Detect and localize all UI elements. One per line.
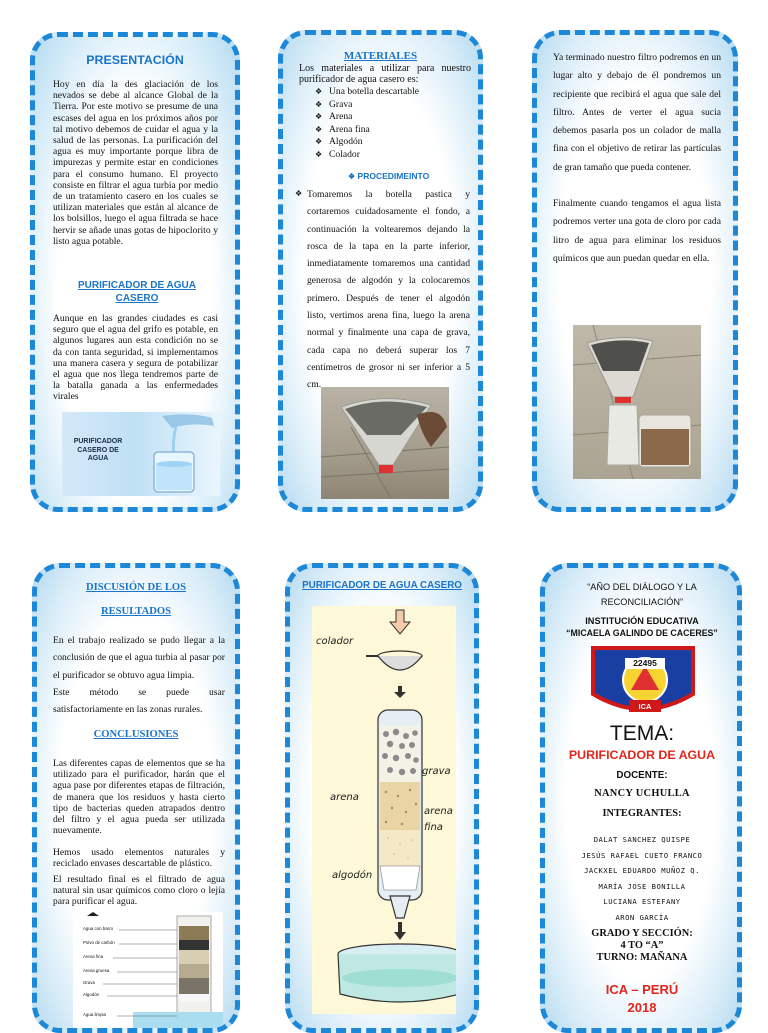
diagram-label: Arena gruesa	[83, 968, 110, 973]
list-item: JACKXEL EDUARDO MUÑOZ Q.	[584, 866, 700, 876]
panel-cover	[540, 563, 742, 1033]
diamond-bullet-icon: ❖	[348, 172, 356, 181]
list-item: ❖ Algodón	[313, 136, 463, 149]
purifier-body: Aunque en las grandes ciudades es casi seguro que el agua del grifo es potable, en algunos lugares aun esta condición no se da con tanta seguridad, si implementamos una manera casera y segura de potabilizar el agua que nos llega tendremos parte de la batalla ganada a las enfermedades virales	[53, 313, 218, 403]
members-label: INTEGRANTES:	[602, 808, 682, 819]
panel-discussion	[32, 563, 240, 1033]
year: 2018	[627, 1000, 657, 1015]
diagram-label: Grava	[83, 980, 95, 985]
procedure-title-text: PROCEDIMEINTO	[357, 171, 430, 181]
location: ICA – PERÚ	[605, 982, 679, 997]
school-crest	[587, 646, 699, 720]
cotton-label: algodón	[332, 870, 373, 881]
purifier-image-caption: PURIFICADOR CASERO DE AGUA	[73, 438, 123, 462]
bottle-filter-icon	[321, 387, 449, 499]
conclusion-paragraph-2: Hemos usado elementos naturales y reciclado envases descartable de plástico.	[53, 847, 225, 870]
teacher-label: DOCENTE:	[616, 770, 668, 781]
gravel-label: grava	[422, 766, 451, 777]
discussion-paragraph-2: Este método se puede usar satisfactoriamente en las zonas rurales.	[53, 687, 225, 716]
list-item: DALAT SANCHEZ QUISPE	[593, 835, 691, 844]
materials-intro: Los materiales a utilizar para nuestro purificador de agua casero es:	[299, 63, 471, 86]
purifier-diagram	[312, 606, 456, 1014]
discussion-title-line-2: RESULTADOS	[100, 606, 172, 617]
fine-sand-label-1: arena	[424, 806, 453, 817]
list-item: ❖ Una botella descartable	[313, 86, 463, 99]
purifier-subtitle: PURIFICADOR DE AGUA CASERO	[78, 280, 196, 304]
diagram-label: Polvo de carbón	[83, 940, 115, 945]
list-item: ❖ Arena	[313, 111, 463, 124]
grade-label: GRADO Y SECCIÓN:	[591, 928, 693, 939]
panel-presentation	[30, 32, 240, 512]
list-item: JESÚS RAFAEL CUETO FRANCO	[581, 850, 703, 860]
members-list	[545, 832, 739, 926]
list-item: LUCIANA ESTEFANY	[603, 897, 681, 907]
list-item: ❖ Grava	[313, 99, 463, 112]
fine-sand-label-2: fina	[424, 822, 443, 833]
discussion-title-line-1: DISCUSIÓN DE LOS	[85, 582, 187, 593]
filter-and-jar-icon	[573, 325, 701, 479]
list-item: ARON GARCÍA	[615, 912, 669, 922]
conclusion-paragraph-1: Las diferentes capas de elementos que se ha utilizado para el purificador, harán que el agua pase por diferentes etapas de filtración, de manera que los residuos y hasta cierto tipo de bacterias queden atrapados dentro del filtro y el agua pueda ser utilizada nuevamente.	[53, 758, 225, 837]
institution-line-2: “MICAELA GALINDO DE CACERES”	[566, 628, 718, 638]
colander-label: colador	[316, 636, 354, 647]
topic: PURIFICADOR DE AGUA	[568, 748, 716, 762]
presentation-intro: Hoy en día la des glaciación de los nevados se debe al alcance Global de la Tierra. Por este motivo se presume de una escases del agua en los próximos años por tal motivo debemos de cuidar el agua y la salud de las personas. La purificación del agua es muy importante porque libra de impurezas y permite estar en condiciones para el consumo humano. El proyecto consiste en filtrar el agua turbia por medio de un tratamiento casero en los cuales se utilizan materiales que están al alcance de los bolsillos, luego el agua filtrada se hace hervir se añade unas gotas de hipoclorito y listo agua potable.	[53, 79, 218, 247]
institution-line-1: INSTITUCIÓN EDUCATIVA	[585, 616, 699, 626]
diagram-label: Arena fina	[83, 954, 104, 959]
diagram-title: PURIFICADOR DE AGUA CASERO	[302, 580, 462, 591]
continuation-paragraph-2: Finalmente cuando tengamos el agua lista podremos verter una gota de cloro por cada litro de agua para eliminar los residuos químicos que aun puedan quedar en ella.	[553, 198, 721, 264]
teacher-name: NANCY UCHULLA	[594, 788, 690, 799]
panel-materials	[278, 30, 483, 512]
list-item: ❖ Arena fina	[313, 124, 463, 137]
finished-filter-photo	[573, 325, 701, 479]
discussion-paragraph-1: En el trabajo realizado se pudo llegar a la conclusión de que el agua turbia al pasar por el purificador se obtuvo agua limpia.	[53, 635, 225, 681]
filter-layers-diagram	[73, 912, 223, 1032]
panel-diagram	[285, 563, 479, 1033]
glass-of-water-icon	[132, 412, 220, 496]
topic-label: TEMA:	[609, 722, 675, 745]
diagram-label: Agua limpia	[83, 1012, 106, 1017]
sand-label: arena	[330, 792, 359, 803]
crest-number: 22495	[625, 658, 665, 669]
conclusions-title: CONCLUSIONES	[93, 729, 179, 740]
list-item: ❖ Colador	[313, 149, 463, 162]
filter-photo	[321, 387, 449, 499]
list-item: MARÍA JOSE BONILLA	[598, 881, 686, 891]
year-motto: “AÑO DEL DIÁLOGO Y LA RECONCILIACIÓN”	[587, 582, 697, 607]
conclusion-paragraph-3: El resultado final es el filtrado de agua natural sin usar químicos como cloro o lejía para purificar el agua.	[53, 874, 225, 908]
panel-continuation	[532, 30, 738, 512]
grade-value: 4 TO “A”	[620, 940, 664, 951]
materials-title: MATERIALES	[343, 50, 418, 62]
crest-city: ICA	[638, 702, 652, 711]
diagram-label: Agua con barro	[83, 926, 114, 931]
purifier-image	[62, 412, 220, 496]
procedure-text: Tomaremos la botella pastica y cortaremos cuidadosamente el fondo, a continuación la voltearemos dejando la rosca de la tapa en la parte inferior, inmediatamente tomaremos una cantidad generosa de algodón y la colocaremos primero. Después de tener el algodón listo, vertimos arena fina, luego la arena normal y finalmente una capa de grava, cada capa no deberá superar los 7 centímetros de grosor ni ser inferior a 5 cm.	[307, 189, 470, 391]
diagram-label: Algodón	[83, 992, 100, 997]
diamond-bullet-icon: ❖	[295, 189, 303, 198]
presentation-title: PRESENTACIÓN	[86, 53, 184, 67]
materials-list	[313, 86, 463, 162]
shift: TURNO: MAÑANA	[596, 952, 688, 963]
continuation-paragraph-1: Ya terminado nuestro filtro podremos en un lugar alto y debajo de él pondremos un recipiente que recibirá el agua que sale del filtro. Antes de verter el agua sucia debemos pasarla pos un colador de malla fina con el objetivo de retirar las partículas de gran tamaño que pueda contener.	[553, 52, 721, 173]
procedure-title	[348, 171, 468, 181]
